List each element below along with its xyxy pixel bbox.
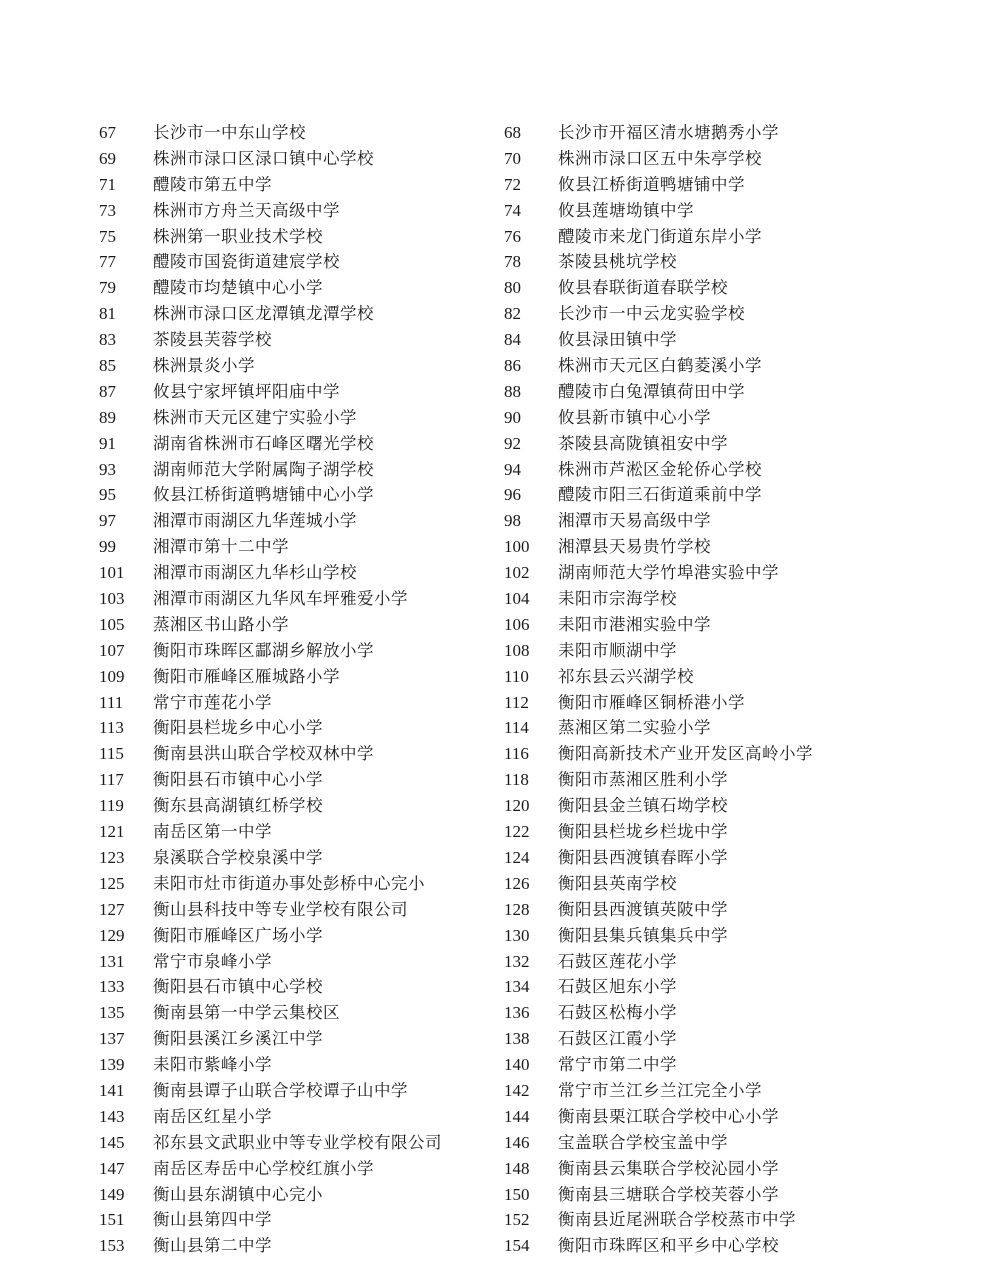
entry-number: 78 [504, 252, 521, 272]
entry-number: 125 [99, 873, 125, 893]
school-name: 衡阳县栏垅乡栏垅中学 [558, 822, 728, 842]
entry-number: 91 [99, 433, 116, 453]
school-name: 常宁市莲花小学 [153, 692, 272, 712]
entry-number: 82 [504, 304, 521, 324]
list-row [0, 198, 991, 224]
entry-number: 107 [99, 640, 125, 660]
school-name: 蒸湘区第二实验小学 [558, 718, 711, 738]
list-row [0, 923, 991, 949]
entry-number: 76 [504, 226, 521, 246]
school-name: 衡南县三塘联合学校芙蓉小学 [558, 1184, 779, 1204]
school-name: 祁东县云兴湖学校 [558, 666, 694, 686]
list-row [0, 1233, 991, 1259]
entry-number: 134 [504, 977, 530, 997]
list-row [0, 819, 991, 845]
list-row [0, 353, 991, 379]
school-name: 株洲市渌口区五中朱亭学校 [558, 148, 762, 168]
school-name: 衡南县近尾洲联合学校蒸市中学 [558, 1210, 796, 1230]
school-name: 醴陵市来龙门街道东岸小学 [558, 226, 762, 246]
school-name: 南岳区第一中学 [153, 822, 272, 842]
entry-number: 130 [504, 925, 530, 945]
school-name: 衡阳县西渡镇春晖小学 [558, 847, 728, 867]
school-name: 湘潭县天易贵竹学校 [558, 537, 711, 557]
list-row [0, 1026, 991, 1052]
list-row [0, 1130, 991, 1156]
list-row [0, 974, 991, 1000]
school-name: 南岳区红星小学 [153, 1106, 272, 1126]
school-name: 衡阳市蒸湘区胜利小学 [558, 770, 728, 790]
list-row [0, 638, 991, 664]
entry-number: 141 [99, 1080, 125, 1100]
entry-number: 116 [504, 744, 529, 764]
school-name: 醴陵市国瓷街道建宸学校 [153, 252, 340, 272]
school-name: 衡山县第四中学 [153, 1210, 272, 1230]
school-name: 衡阳市珠晖区和平乡中心学校 [558, 1236, 779, 1256]
school-name: 攸县江桥街道鸭塘铺中心小学 [153, 485, 374, 505]
school-name: 衡山县科技中等专业学校有限公司 [153, 899, 408, 919]
entry-number: 101 [99, 563, 125, 583]
list-row [0, 560, 991, 586]
entry-number: 129 [99, 925, 125, 945]
entry-number: 69 [99, 148, 116, 168]
entry-number: 131 [99, 951, 125, 971]
school-name: 湘潭市雨湖区九华莲城小学 [153, 511, 357, 531]
school-name: 衡山县东湖镇中心完小 [153, 1184, 323, 1204]
entry-number: 123 [99, 847, 125, 867]
entry-number: 150 [504, 1184, 530, 1204]
school-name: 衡阳县金兰镇石坳学校 [558, 796, 728, 816]
list-row [0, 405, 991, 431]
entry-number: 104 [504, 589, 530, 609]
school-name: 耒阳市港湘实验中学 [558, 614, 711, 634]
entry-number: 95 [99, 485, 116, 505]
school-name: 湘潭市雨湖区九华风车坪雅爱小学 [153, 589, 408, 609]
list-row [0, 664, 991, 690]
list-row [0, 1156, 991, 1182]
school-name: 湘潭市第十二中学 [153, 537, 289, 557]
entry-number: 97 [99, 511, 116, 531]
school-name: 衡东县高湖镇红桥学校 [153, 796, 323, 816]
entry-number: 87 [99, 381, 116, 401]
entry-number: 145 [99, 1132, 125, 1152]
list-row [0, 327, 991, 353]
entry-number: 114 [504, 718, 529, 738]
entry-number: 144 [504, 1106, 530, 1126]
entry-number: 139 [99, 1055, 125, 1075]
entry-number: 103 [99, 589, 125, 609]
entry-number: 74 [504, 200, 521, 220]
entry-number: 153 [99, 1236, 125, 1256]
entry-number: 147 [99, 1158, 125, 1178]
entry-number: 86 [504, 356, 521, 376]
entry-number: 73 [99, 200, 116, 220]
school-name: 石鼓区莲花小学 [558, 951, 677, 971]
entry-number: 132 [504, 951, 530, 971]
list-row [0, 793, 991, 819]
entry-number: 126 [504, 873, 530, 893]
school-name: 攸县渌田镇中学 [558, 330, 677, 350]
entry-number: 79 [99, 278, 116, 298]
entry-number: 138 [504, 1029, 530, 1049]
entry-number: 102 [504, 563, 530, 583]
entry-number: 112 [504, 692, 529, 712]
school-name: 衡阳市雁峰区铜桥港小学 [558, 692, 745, 712]
school-name: 茶陵县高陇镇祖安中学 [558, 433, 728, 453]
school-name: 衡阳县英南学校 [558, 873, 677, 893]
entry-number: 72 [504, 174, 521, 194]
entry-number: 146 [504, 1132, 530, 1152]
school-name: 常宁市兰江乡兰江完全小学 [558, 1080, 762, 1100]
entry-number: 94 [504, 459, 521, 479]
school-name: 株洲市渌口区龙潭镇龙潭学校 [153, 304, 374, 324]
school-name: 衡阳县集兵镇集兵中学 [558, 925, 728, 945]
school-name: 长沙市一中东山学校 [153, 123, 306, 142]
entry-number: 149 [99, 1184, 125, 1204]
school-name: 湖南师范大学竹埠港实验中学 [558, 563, 779, 583]
school-name: 衡阳市珠晖区酃湖乡解放小学 [153, 640, 374, 660]
entry-number: 85 [99, 356, 116, 376]
list-row [0, 949, 991, 975]
list-row [0, 715, 991, 741]
entry-number: 83 [99, 330, 116, 350]
list-row [0, 741, 991, 767]
entry-number: 119 [99, 796, 124, 816]
school-name: 茶陵县桃坑学校 [558, 252, 677, 272]
entry-number: 90 [504, 407, 521, 427]
entry-number: 88 [504, 381, 521, 401]
school-name: 长沙市一中云龙实验学校 [558, 304, 745, 324]
school-name: 株洲市方舟兰天高级中学 [153, 200, 340, 220]
school-name: 长沙市开福区清水塘鹅秀小学 [558, 123, 779, 142]
entry-number: 148 [504, 1158, 530, 1178]
list-row [0, 275, 991, 301]
school-name: 株洲市芦淞区金轮侨心学校 [558, 459, 762, 479]
entry-number: 106 [504, 614, 530, 634]
entry-number: 92 [504, 433, 521, 453]
school-name: 衡山县第二中学 [153, 1236, 272, 1256]
school-name: 湘潭市天易高级中学 [558, 511, 711, 531]
entry-number: 93 [99, 459, 116, 479]
entry-number: 115 [99, 744, 124, 764]
entry-number: 136 [504, 1003, 530, 1023]
list-row [0, 767, 991, 793]
list-row [0, 1207, 991, 1233]
entry-number: 110 [504, 666, 529, 686]
entry-number: 71 [99, 174, 116, 194]
list-row [0, 120, 991, 146]
list-row [0, 508, 991, 534]
entry-number: 143 [99, 1106, 125, 1126]
list-row [0, 1182, 991, 1208]
entry-number: 124 [504, 847, 530, 867]
entry-number: 113 [99, 718, 124, 738]
school-name: 石鼓区旭东小学 [558, 977, 677, 997]
school-name: 茶陵县芙蓉学校 [153, 330, 272, 350]
school-name: 常宁市泉峰小学 [153, 951, 272, 971]
school-name: 耒阳市宗海学校 [558, 589, 677, 609]
school-name: 石鼓区江霞小学 [558, 1029, 677, 1049]
school-name: 株洲景炎小学 [153, 356, 255, 376]
list-row [0, 1000, 991, 1026]
school-name: 衡阳县石市镇中心小学 [153, 770, 323, 790]
list-row [0, 146, 991, 172]
list-row [0, 457, 991, 483]
entry-number: 77 [99, 252, 116, 272]
school-name: 南岳区寿岳中心学校红旗小学 [153, 1158, 374, 1178]
school-name: 耒阳市灶市街道办事处彭桥中心完小 [153, 873, 425, 893]
entry-number: 133 [99, 977, 125, 997]
entry-number: 120 [504, 796, 530, 816]
list-row [0, 586, 991, 612]
entry-number: 117 [99, 770, 124, 790]
school-name: 蒸湘区书山路小学 [153, 614, 289, 634]
list-row [0, 379, 991, 405]
school-name: 衡阳市雁峰区雁城路小学 [153, 666, 340, 686]
school-name: 攸县江桥街道鸭塘铺中学 [558, 174, 745, 194]
school-name: 醴陵市均楚镇中心小学 [153, 278, 323, 298]
entry-number: 151 [99, 1210, 125, 1230]
entry-number: 81 [99, 304, 116, 324]
school-name: 攸县春联街道春联学校 [558, 278, 728, 298]
school-name: 衡阳县西渡镇英陂中学 [558, 899, 728, 919]
list-row [0, 871, 991, 897]
school-name: 耒阳市顺湖中学 [558, 640, 677, 660]
school-name: 常宁市第二中学 [558, 1055, 677, 1075]
list-row [0, 224, 991, 250]
school-name: 株洲市渌口区渌口镇中心学校 [153, 148, 374, 168]
entry-number: 84 [504, 330, 521, 350]
school-name: 衡南县洪山联合学校双林中学 [153, 744, 374, 764]
school-name: 耒阳市紫峰小学 [153, 1055, 272, 1075]
entry-number: 140 [504, 1055, 530, 1075]
school-name: 宝盖联合学校宝盖中学 [558, 1132, 728, 1152]
entry-number: 68 [504, 123, 521, 142]
entry-number: 127 [99, 899, 125, 919]
entry-number: 135 [99, 1003, 125, 1023]
entry-number: 137 [99, 1029, 125, 1049]
list-row [0, 172, 991, 198]
entry-number: 96 [504, 485, 521, 505]
list-row [0, 534, 991, 560]
school-list [0, 120, 991, 1259]
school-name: 醴陵市白兔潭镇荷田中学 [558, 381, 745, 401]
entry-number: 100 [504, 537, 530, 557]
school-name: 湘潭市雨湖区九华杉山学校 [153, 563, 357, 583]
school-name: 醴陵市第五中学 [153, 174, 272, 194]
list-row [0, 1078, 991, 1104]
list-row [0, 897, 991, 923]
entry-number: 111 [99, 692, 124, 712]
school-name: 衡阳县栏垅乡中心小学 [153, 718, 323, 738]
school-name: 石鼓区松梅小学 [558, 1003, 677, 1023]
entry-number: 75 [99, 226, 116, 246]
list-row [0, 845, 991, 871]
school-name: 衡南县云集联合学校沁园小学 [558, 1158, 779, 1178]
school-name: 株洲第一职业技术学校 [153, 226, 323, 246]
school-name: 祁东县文武职业中等专业学校有限公司 [153, 1132, 442, 1152]
entry-number: 152 [504, 1210, 530, 1230]
entry-number: 118 [504, 770, 529, 790]
list-row [0, 690, 991, 716]
school-name: 攸县新市镇中心小学 [558, 407, 711, 427]
entry-number: 121 [99, 822, 125, 842]
entry-number: 109 [99, 666, 125, 686]
entry-number: 108 [504, 640, 530, 660]
school-name: 泉溪联合学校泉溪中学 [153, 847, 323, 867]
entry-number: 105 [99, 614, 125, 634]
entry-number: 67 [99, 123, 116, 142]
entry-number: 98 [504, 511, 521, 531]
school-name: 衡阳市雁峰区广场小学 [153, 925, 323, 945]
entry-number: 128 [504, 899, 530, 919]
entry-number: 80 [504, 278, 521, 298]
list-row [0, 1104, 991, 1130]
school-name: 醴陵市阳三石街道乘前中学 [558, 485, 762, 505]
list-row [0, 1052, 991, 1078]
entry-number: 122 [504, 822, 530, 842]
entry-number: 89 [99, 407, 116, 427]
entry-number: 142 [504, 1080, 530, 1100]
entry-number: 99 [99, 537, 116, 557]
list-row [0, 431, 991, 457]
school-name: 湖南省株洲市石峰区曙光学校 [153, 433, 374, 453]
school-name: 攸县莲塘坳镇中学 [558, 200, 694, 220]
school-name: 湖南师范大学附属陶子湖学校 [153, 459, 374, 479]
school-name: 衡南县栗江联合学校中心小学 [558, 1106, 779, 1126]
list-row [0, 482, 991, 508]
school-name: 衡南县谭子山联合学校谭子山中学 [153, 1080, 408, 1100]
school-name: 衡南县第一中学云集校区 [153, 1003, 340, 1023]
school-name: 攸县宁家坪镇坪阳庙中学 [153, 381, 340, 401]
school-name: 株洲市天元区白鹤菱溪小学 [558, 356, 762, 376]
list-row [0, 249, 991, 275]
school-name: 衡阳县溪江乡溪江中学 [153, 1029, 323, 1049]
list-row [0, 301, 991, 327]
school-name: 株洲市天元区建宁实验小学 [153, 407, 357, 427]
school-name: 衡阳高新技术产业开发区高岭小学 [558, 744, 813, 764]
school-name: 衡阳县石市镇中心学校 [153, 977, 323, 997]
entry-number: 154 [504, 1236, 530, 1256]
list-row [0, 612, 991, 638]
entry-number: 70 [504, 148, 521, 168]
